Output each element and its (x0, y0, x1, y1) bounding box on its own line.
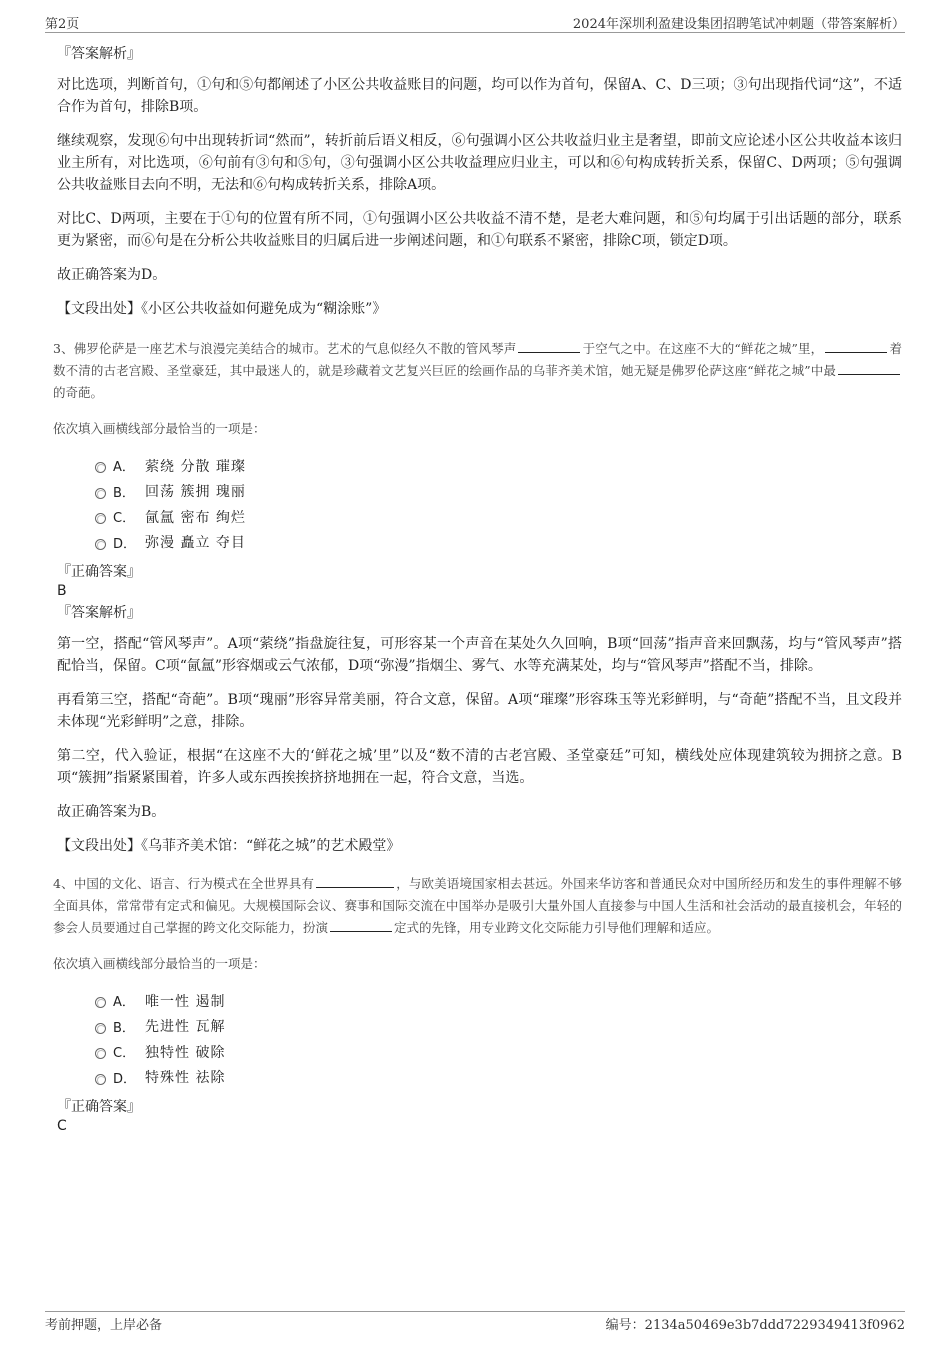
q3-option-d[interactable]: D． 弥漫 矗立 夺目 (95, 530, 902, 556)
q4-option-a[interactable]: A． 唯一性 遏制 (95, 988, 902, 1014)
q2-analysis-label: 『答案解析』 (57, 46, 141, 62)
q4-option-b[interactable]: B． 先进性 瓦解 (95, 1014, 902, 1040)
q3-options (95, 453, 902, 555)
page-header (45, 13, 905, 33)
q4-stem: 4、中国的文化、语言、行为模式在全世界具有 ，与欧美语境国家相去甚远。外国来华访客和普通民众对中国所经历和发生的事件理解不够全面具体，常常带有定式和偏见。大规模国际会议、赛事和国际交流在中国举办是吸引大量外国人直接参与中国人生活和社会活动的最直接机会，年轻的参会人员要通过自己掌握的跨文化交际能力，扮演 定式的先锋，用专业跨文化交际能力引导他们理解和适应。 (53, 876, 902, 935)
q2-source: 【文段出处】《小区公共收益如何避免成为“糊涂账”》 (57, 301, 387, 317)
q3-source: 【文段出处】《乌菲齐美术馆：“鲜花之城”的艺术殿堂》 (57, 838, 401, 854)
footer-slogan: 考前押题，上岸必备 (45, 1318, 163, 1333)
q3-option-a[interactable]: A． 萦绕 分散 璀璨 (95, 453, 902, 479)
radio-icon[interactable] (95, 997, 106, 1008)
q4-option-c[interactable]: C． 独特性 破除 (95, 1039, 902, 1065)
q3-analysis-label: 『答案解析』 (57, 605, 141, 621)
document-code: 编号：2134a50469e3b7ddd7229349413f0962 (605, 1318, 905, 1333)
q3-analysis-paragraph: 第二空，代入验证，根据“在这座不大的‘鲜花之城’里”以及“数不清的古老宫殿、圣堂豪廷”可知，横线处应体现建筑较为拥挤之意。B项“簇拥”指紧紧围着，许多人或东西挨挨挤挤地拥在一起，符合文意，当选。 (57, 748, 902, 786)
radio-icon[interactable] (95, 539, 106, 550)
q2-analysis-paragraph: 对比C、D两项，主要在于①句的位置有所不同，①句强调小区公共收益不清不楚，是老大难问题，和⑤句均属于引出话题的部分，联系更为紧密，而⑥句是在分析公共收益账目的归属后进一步阐述问题，和①句联系不紧密，排除C项，锁定D项。 (57, 211, 902, 249)
q4-answer-label: 『正确答案』 (57, 1099, 141, 1115)
q4-answer: C (57, 1118, 67, 1134)
document-title: 2024年深圳利盈建设集团招聘笔试冲刺题（带答案解析） (572, 17, 905, 32)
q3-blank-2 (825, 339, 887, 353)
q3-analysis-paragraph: 第一空，搭配“管风琴声”。A项“萦绕”指盘旋往复，可形容某一个声音在某处久久回响，B项“回荡”指声音来回飘荡，均与“管风琴声”搭配恰当，保留。C项“氤氲”形容烟或云气浓郁，D项“弥漫”指烟尘、雾气、水等充满某处，均与“管风琴声”搭配不当，排除。 (57, 636, 902, 674)
q3-blank-3 (838, 361, 900, 375)
q3-blank-1 (518, 339, 580, 353)
page-number: 第2页 (45, 17, 80, 32)
q4-option-d[interactable]: D． 特殊性 祛除 (95, 1065, 902, 1091)
q3-answer-label: 『正确答案』 (57, 564, 141, 580)
q3-option-b[interactable]: B． 回荡 簇拥 瑰丽 (95, 479, 902, 505)
q4-prompt: 依次填入画横线部分最恰当的一项是： (53, 956, 266, 971)
radio-icon[interactable] (95, 1074, 106, 1085)
page-footer (45, 1311, 905, 1333)
q2-analysis-paragraph: 对比选项，判断首句，①句和⑤句都阐述了小区公共收益账目的问题，均可以作为首句，保留A、C、D三项；③句出现指代词“这”，不适合作为首句，排除B项。 (57, 77, 902, 115)
radio-icon[interactable] (95, 1023, 106, 1034)
q3-answer: B (57, 583, 67, 599)
q2-analysis-paragraph: 继续观察，发现⑥句中出现转折词“然而”，转折前后语义相反，⑥句强调小区公共收益归业主是奢望，即前文应论述小区公共收益本该归业主所有，对比选项，⑥句前有③句和⑤句，③句强调小区公共收益理应归业主，可以和⑥句构成转折关系，保留C、D两项；⑤句强调公共收益账目去向不明，无法和⑥句构成转折关系，排除A项。 (57, 133, 902, 193)
q4-blank-1 (316, 874, 394, 888)
q3-stem: 3、佛罗伦萨是一座艺术与浪漫完美结合的城市。艺术的气息似经久不散的管风琴声 于空气之中。在这座不大的“鲜花之城”里， 着数不清的古老宫殿、圣堂豪廷，其中最迷人的，就是珍藏着文艺复兴巨匠的绘画作品的乌菲齐美术馆，她无疑是佛罗伦萨这座“鲜花之城”中最的奇葩。 (53, 341, 902, 400)
q3-option-c[interactable]: C． 氤氲 密布 绚烂 (95, 504, 902, 530)
q3-conclusion: 故正确答案为B。 (57, 804, 166, 820)
radio-icon[interactable] (95, 462, 106, 473)
q2-conclusion: 故正确答案为D。 (57, 267, 167, 283)
document-content (53, 44, 902, 1136)
radio-icon[interactable] (95, 488, 106, 499)
q4-blank-2 (330, 918, 392, 932)
radio-icon[interactable] (95, 1048, 106, 1059)
q3-prompt: 依次填入画横线部分最恰当的一项是： (53, 421, 266, 436)
q3-analysis-paragraph: 再看第三空，搭配“奇葩”。B项“瑰丽”形容异常美丽，符合文意，保留。A项“璀璨”形容珠玉等光彩鲜明，与“奇葩”搭配不当，且文段并未体现“光彩鲜明”之意，排除。 (57, 692, 902, 730)
q4-options (95, 988, 902, 1090)
radio-icon[interactable] (95, 513, 106, 524)
